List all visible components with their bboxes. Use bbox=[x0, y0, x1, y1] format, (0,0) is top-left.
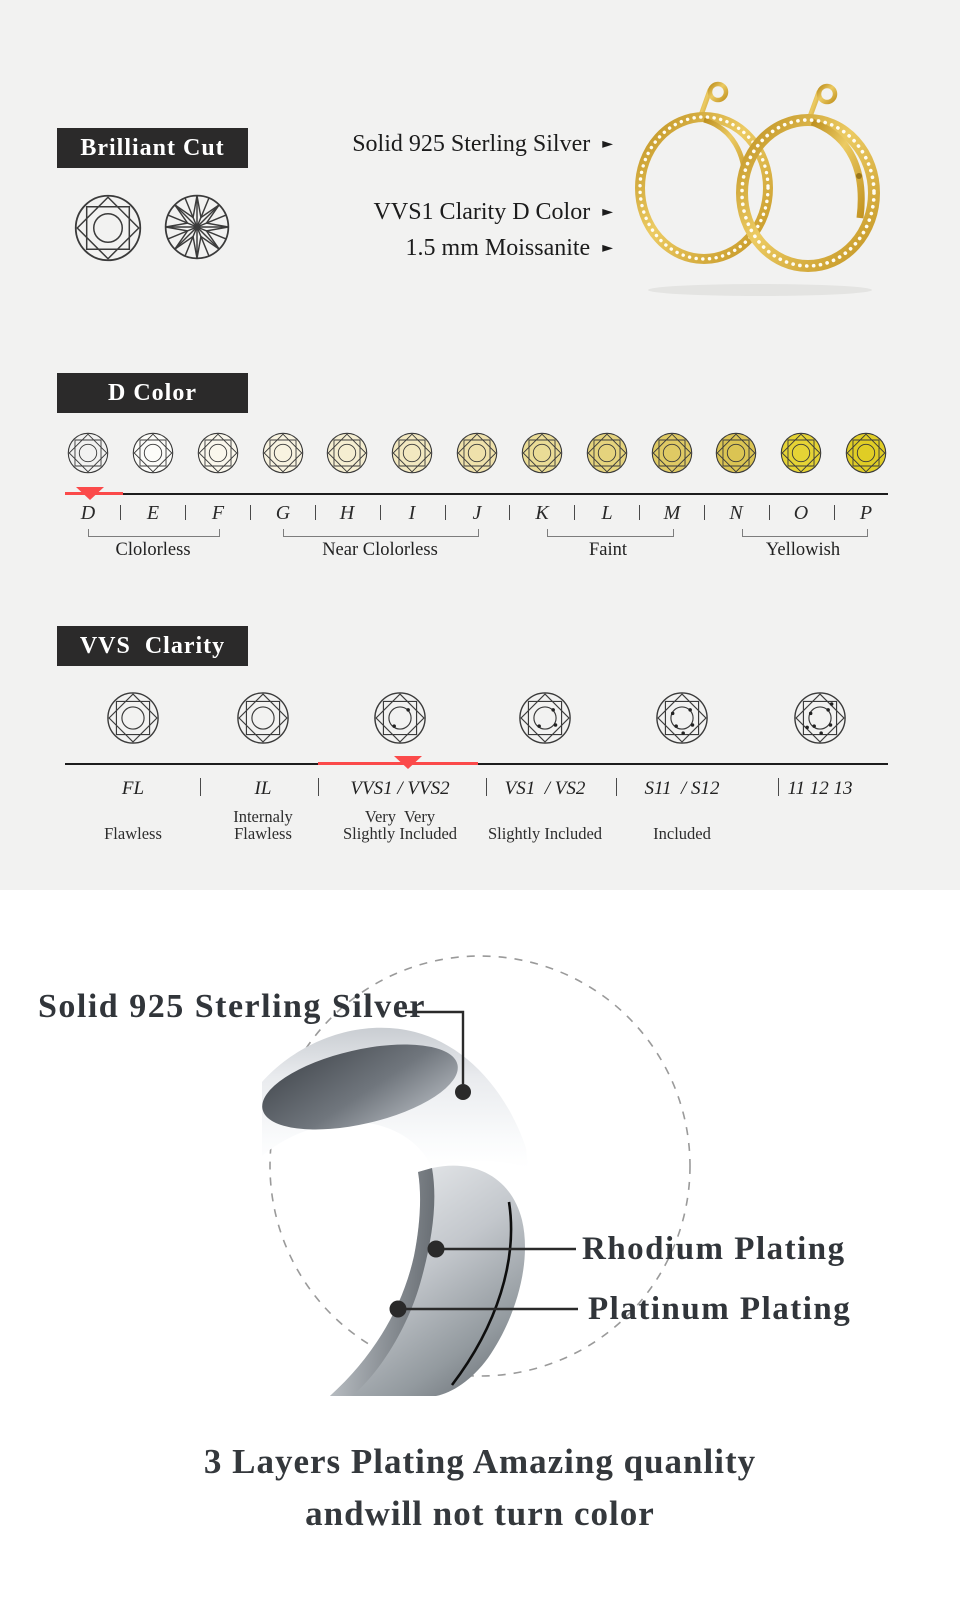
feature-label: Solid 925 Sterling Silver bbox=[352, 131, 591, 157]
clarity-grade-label: S11 / S12 bbox=[644, 778, 720, 799]
arrow-right-icon: ► bbox=[602, 136, 613, 152]
color-diamond-icon bbox=[455, 431, 499, 475]
reflection-shadow bbox=[648, 284, 872, 296]
color-grade-letter: F bbox=[211, 502, 225, 524]
color-grade-letter: O bbox=[793, 502, 809, 524]
color-diamond-icon bbox=[714, 431, 758, 475]
vvs-clarity-header bbox=[57, 626, 248, 666]
color-group-bracket bbox=[88, 529, 220, 537]
clarity-diamond-icon bbox=[372, 690, 428, 746]
divider bbox=[486, 778, 487, 796]
clarity-grade-description: Included bbox=[653, 824, 711, 843]
color-group-label: Near Clolorless bbox=[322, 540, 438, 560]
color-grade-letter: G bbox=[275, 502, 291, 524]
clarity-grade-label: VS1 / VS2 bbox=[504, 778, 586, 799]
plating-label-platinum: Platinum Plating bbox=[588, 1291, 852, 1327]
clarity-diamond-icon bbox=[517, 690, 573, 746]
divider bbox=[445, 505, 446, 520]
color-group-bracket bbox=[283, 529, 479, 537]
clarity-grade-label: VVS1 / VVS2 bbox=[350, 778, 450, 799]
right-hoop bbox=[742, 86, 874, 266]
clarity-diamond-icon bbox=[235, 690, 291, 746]
clarity-grade-label: FL bbox=[121, 778, 145, 799]
brilliant-cut-header-label: Brilliant Cut bbox=[80, 135, 225, 161]
color-diamond-icon bbox=[325, 431, 369, 475]
color-grade-letter: J bbox=[472, 502, 482, 524]
color-group-label: Clolorless bbox=[115, 540, 191, 560]
color-grade-letter: N bbox=[729, 502, 743, 524]
selected-color-marker bbox=[76, 487, 104, 500]
color-group-label: Faint bbox=[588, 540, 628, 560]
gold-hoop-earrings-photo bbox=[612, 66, 910, 298]
clarity-grade-label: IL bbox=[254, 778, 272, 799]
color-diamond-icon bbox=[390, 431, 434, 475]
color-diamond-icon bbox=[520, 431, 564, 475]
d-color-header-label: D Color bbox=[108, 380, 197, 406]
clarity-diamond-icon bbox=[654, 690, 710, 746]
divider bbox=[315, 505, 316, 520]
ring-plating-diagram bbox=[0, 890, 960, 1490]
divider bbox=[120, 505, 121, 520]
color-group-bracket bbox=[547, 529, 674, 537]
color-group-label: Yellowish bbox=[765, 540, 841, 560]
divider bbox=[616, 778, 617, 796]
color-group-bracket bbox=[742, 529, 868, 537]
clarity-diamond-icon bbox=[105, 690, 161, 746]
color-grade-letter: K bbox=[535, 502, 549, 524]
clarity-grade-description: Very Very Slightly Included bbox=[342, 807, 458, 843]
feature-label: 1.5 mm Moissanite bbox=[405, 235, 591, 261]
divider bbox=[380, 505, 381, 520]
divider bbox=[769, 505, 770, 520]
platinum-callout-dot bbox=[390, 1301, 407, 1318]
divider bbox=[318, 778, 319, 796]
divider bbox=[185, 505, 186, 520]
feature-row bbox=[374, 199, 613, 226]
rhodium-callout-dot bbox=[428, 1241, 445, 1258]
clarity-grade-label: 11 12 13 bbox=[787, 778, 853, 799]
feature-label: VVS1 Clarity D Color bbox=[373, 199, 591, 225]
color-diamond-icon bbox=[66, 431, 110, 475]
arrow-right-icon: ► bbox=[602, 240, 613, 256]
clarity-diamond-icon bbox=[792, 690, 848, 746]
diamond-pavilion-diagram-icon bbox=[162, 192, 232, 262]
clarity-grade-description: Flawless bbox=[104, 824, 162, 843]
diamond-crown-diagram-icon bbox=[72, 192, 144, 264]
plating-label-rhodium: Rhodium Plating bbox=[582, 1231, 846, 1267]
silver-callout-dot bbox=[455, 1084, 471, 1100]
color-grade-letter: I bbox=[408, 502, 416, 524]
color-diamond-icon bbox=[844, 431, 888, 475]
color-diamond-icon bbox=[261, 431, 305, 475]
d-color-header bbox=[57, 373, 248, 413]
color-diamond-icon bbox=[196, 431, 240, 475]
plating-caption-line1: 3 Layers Plating Amazing quanlity bbox=[203, 1442, 757, 1481]
clarity-grade-description: Internaly Flawless bbox=[233, 807, 293, 843]
color-grade-letter: L bbox=[601, 502, 613, 524]
vvs-clarity-header-label: VVS Clarity bbox=[79, 633, 226, 659]
feature-row bbox=[352, 131, 613, 158]
color-diamond-icon bbox=[131, 431, 175, 475]
divider bbox=[509, 505, 510, 520]
divider bbox=[574, 505, 575, 520]
color-diamond-icon bbox=[650, 431, 694, 475]
selected-clarity-marker bbox=[394, 756, 422, 769]
divider bbox=[250, 505, 251, 520]
divider bbox=[704, 505, 705, 520]
color-scale-line bbox=[65, 493, 888, 495]
clarity-grade-description: Slightly Included bbox=[487, 824, 603, 843]
color-grade-letter: M bbox=[663, 502, 681, 524]
plating-label-silver: Solid 925 Sterling Silver bbox=[38, 988, 426, 1025]
divider bbox=[778, 778, 779, 796]
divider bbox=[639, 505, 640, 520]
plating-caption-line2: andwill not turn color bbox=[305, 1494, 655, 1533]
divider bbox=[200, 778, 201, 796]
color-grade-letter: E bbox=[146, 502, 160, 524]
color-diamond-icon bbox=[779, 431, 823, 475]
brilliant-cut-header bbox=[57, 128, 248, 168]
color-grade-letter: D bbox=[80, 502, 96, 524]
color-diamond-icon bbox=[585, 431, 629, 475]
divider bbox=[834, 505, 835, 520]
color-grade-letter: P bbox=[859, 502, 873, 524]
feature-row bbox=[406, 235, 613, 262]
arrow-right-icon: ► bbox=[602, 204, 613, 220]
color-grade-letter: H bbox=[339, 502, 355, 524]
